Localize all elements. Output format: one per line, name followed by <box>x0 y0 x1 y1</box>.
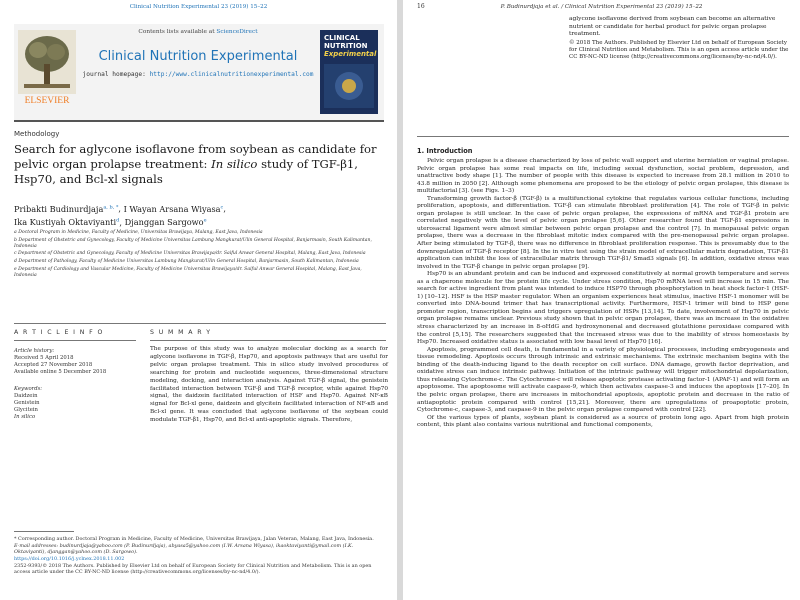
article-info-heading: A R T I C L E I N F O <box>14 329 104 336</box>
available-date: Available online 5 December 2018 <box>14 369 107 375</box>
footnote-divider <box>14 531 74 532</box>
article-history-label: Article history: <box>14 348 55 354</box>
doi-link[interactable]: https://doi.org/10.1016/j.yclnex.2018.11.002 <box>14 555 125 562</box>
title-rest: study of TGF-β1, Hsp70, and Bcl-xl signals <box>14 157 358 186</box>
article-type: Methodology <box>14 130 60 138</box>
keyword: Glycitein <box>14 407 38 413</box>
divider <box>417 136 789 137</box>
journal-cover <box>320 30 378 114</box>
article-info <box>14 348 134 421</box>
affiliation: d Department of Pathology, Faculty of Medicine Universitas Lambung Mangkurat/Ulin General Hospital, Banjarmasin, South Kalimantan, Indonesia <box>14 258 359 264</box>
email-addresses: E-mail addresses: budinurdjaja@yahoo.com (P. Budinurdjaja), abyasa5@yahoo.com (I.W. Arsana Wiyasa), ikaoktaviyanti@ymail.com (I.K. Oktaviyanti), djanggan@yahoo.com (D. Sargowo). <box>14 542 354 556</box>
homepage-label: journal homepage: <box>82 71 146 78</box>
elsevier-tree-icon <box>18 30 76 108</box>
divider <box>150 340 386 341</box>
paragraph: Of the various types of plants, soybean plant is considered as a source of protein long ago. Apart from high protein content, this plant also contains various nutritional and functional components, <box>417 414 789 429</box>
footnotes <box>14 536 386 576</box>
left-page <box>0 0 397 600</box>
affiliation: b Department of Obstetric and Gynecology, Faculty of Medicine Universitas Lambung Mangkurat/Ulin General Hospital, Banjarmasin, South Kalimantan, Indonesia <box>14 237 372 249</box>
keyword: Genistein <box>14 400 40 406</box>
summary-heading: S U M M A R Y <box>150 329 212 336</box>
accepted-date: Accepted 27 November 2018 <box>14 362 93 368</box>
introduction-heading: 1. Introduction <box>417 147 473 155</box>
sciencedirect-link[interactable]: ScienceDirect <box>216 29 258 35</box>
divider <box>14 323 386 324</box>
title-main: Search for aglycone isoflavone from soybean as candidate for pelvic organ prolapse treatment: <box>14 142 377 171</box>
affiliation: e Department of Cardiology and Vascular Medicine, Faculty of Medicine Universitas Brawijaya/dr. Saiful Anwar General Hospital, Malang, East Java, Indonesia <box>14 266 362 278</box>
page-number: 16 <box>417 3 425 10</box>
license-line: 2352-9393/© 2018 The Authors. Published by Elsevier Ltd on behalf of European Society for Clinical Nutrition and Metabolism. This is an open access article under the CC BY-NC-ND license (http://creativecommons.org/licenses/by-nc-nd/4.0/). <box>14 562 372 575</box>
summary-text: The purpose of this study was to analyze molecular docking as a search for aglycone isoflavone in TGF-β, Hsp70, and apoptosis pathways that are useful for pelvic organ prolapse treatment. This in silico study involved procedures of searching for protein and nucleotide sequences, three-dimensional structure modeling, docking, and interaction analysis. Against TGF-β signal, the genistein facilitated interaction between TGF-β and TGF-β receptor, while against Hsp70 signal, the daidzein facilitated interaction of HSF and Hsp70. Against NF-κB signal for Bcl-xl gene, daidzein and glycitein facilitated interaction of NF-κB and Bcl-xl gene. It was concluded that aglycone isoflavone of the soybean could modulate TGF-β1, Hsp70, and Bcl-xl anti-apoptotic signals. Therefore, <box>150 346 388 424</box>
publisher-name: ELSEVIER <box>24 96 70 106</box>
right-page <box>403 0 800 600</box>
keyword: In silico <box>14 414 36 420</box>
title-italic: In silico <box>211 157 258 171</box>
author[interactable]: Ika Kustiyah Oktaviyanti$^d$ <box>14 217 120 228</box>
author[interactable]: Djanggan Sargowo$^e$ <box>124 217 207 228</box>
affiliations <box>14 230 380 280</box>
cover-title: CLINICAL NUTRITION <box>324 34 368 50</box>
paragraph: Pelvic organ prolapse is a disease characterized by loss of pelvic wall support and uterine herniation or vaginal prolapse. Pelvic organ prolapse has some real impacts on life, including sexual dysfunction, social problem, depression, and unattractive body shape [1]. The number of people with this disease is expected to increase from 28.1 million in 2010 to 43.8 million in 2050 [2]. Although some phenomena are proposed to be the etiology of pelvic organ prolapse, this disease is multifactorial [3]. (see Figs. 1–3) <box>417 158 789 195</box>
running-header-right: P. Budinurdjaja et al. / Clinical Nutrition Experimental 23 (2019) 15–22 <box>500 4 703 10</box>
corresponding-author: * Corresponding author. Doctoral Program in Medicine, Faculty of Medicine, Universitas Brawijaya, Jalan Veteran, Malang, East Java, Indonesia. <box>14 536 374 542</box>
affiliation: a Doctoral Program in Medicine, Faculty of Medicine, Universitas Brawijaya, Malang, East Java, Indonesia <box>14 230 263 235</box>
summary-continued: aglycone isoflavone derived from soybean can become an alternative nutrient or candidate for herbal product for pelvic organ prolapse treatment. <box>569 16 776 38</box>
affiliation: c Department of Obstetric and Gynecology, Faculty of Medicine Universitas Brawijaya/dr. Saiful Anwar General Hospital, Malang, East Java, Indonesia <box>14 251 366 257</box>
journal-title: Clinical Nutrition Experimental <box>98 49 298 64</box>
author-list: Pribakti Budinurdjaja$^{a, b, *}$, I Wayan Arsana Wiyasa$^c$, Ika Kustiyah Oktaviyanti$^d$, Djanggan Sargowo$^e$ <box>14 203 226 228</box>
paragraph: Hsp70 is an abundant protein and can be induced and expressed constitutively at normal growth temperature and serves as a chaperone molecule for the protein life cycle. Under stress condition, Hsp70 mRNA level will increase in 15 min. The search for active ingredient from plant was intended to induce HSP70 through phosphorylation in heat shock factor-1 (HSF-1) [10–12]. HSF is the HSP master regulator. When an organism experiences heat stimulus, inactive HSF-1 monomer will be converted into DNA-bound trimer that has transcriptional activity. Furthermore, HSF-1 trimer will bind to HSP gene promoter region, transcription begins and triggers upregulation of HSPs [13,14]. To date, involvement of Hsp70 in pelvic organ prolapse remains unclear. Previous study shown that in pelvic organ prolapse, there was an increase in the oxidative stress characterized by an increase in 8-oHdG and hydroxynonenal and decreased glutathione peroxidase compared with the control [5,15]. The researchers suggested that the increased stress was due to the inability of stress homeostasis by Hsp70. Increased oxidative status is associated with low basal level of Hsp70 [16]. <box>417 271 789 346</box>
keyword: Daidzein <box>14 393 38 399</box>
author[interactable]: I Wayan Arsana Wiyasa$^c$ <box>123 203 224 214</box>
article-title <box>14 142 384 187</box>
keywords-label: Keywords: <box>14 386 43 392</box>
paragraph: Transforming growth factor-β (TGF-β) is a multifunctional cytokine that regulates various cellular functions, including proliferation, apoptosis, and differentiation. TGF-β can stimulate fibroblast proliferation [4]. The role of TGF-β in pelvic organ prolapse is still unclear. In the case of pelvic organ prolapse, the expressions of mRNA and TGF-β1 protein are correlated negatively with the level of pelvic organ prolapse [5,6]. Other researcher found that TGF-β1 expressions in uterosacral ligament were almost similar between pelvic organ prolapse and the control [7]. In menopausal pelvic organ prolapse, there was a decrease in the fibroblast mitotic index compared with the pre-menopausal pelvic organ prolapse. After being stimulated by TGF-β, there was no difference in fibroblast proliferation response. This is presumably due to the downregulation of TGF-β receptor [8]. In the in vitro test using the strain model of extracellular matrix degradation, TGF-β1 application can inhibit the loss of extracellular matrix through TGF-β1/ Smad3 signals [6]. In addition, oxidative stress was involved in the TGF-β change in pelvic organ prolapse [9]. <box>417 195 789 270</box>
elsevier-logo <box>18 30 76 108</box>
running-header-left: Clinical Nutrition Experimental 23 (2019) 15–22 <box>129 4 268 10</box>
cover-subtitle: Experimental <box>324 50 377 58</box>
contents-line <box>82 28 314 37</box>
journal-banner <box>14 24 384 122</box>
paragraph: Apoptosis, programmed cell death, is fundamental in a variety of physiological processes, including embryogenesis and tissue remodeling. Apoptosis occurs through intrinsic and extrinsic mechanisms. The extrinsic mechanism begins with the binding of the death-inducing ligand to the death receptor on cell surface. DNA damage, growth factor deprivation, and oxidative stress can induce intrinsic pathway. Initiation of the intrinsic pathway will trigger mitochondrial depolarization, thus releasing Cytochrome-c. The Cytochrome-c will release apoptotic protease activating factor-1 (APAF-1) and will form an apoptosome. The apoptosome will activate caspase-9, which then activates caspase-3 and induces the apoptosis [17–20]. In the pelvic organ prolapse, there are increases in mitochondrial apoptosis, apoptotic protein and decrease in the ratio of antiapoptotic protein compared with control [15,21]. Moreover, there are upregulations of proapoptotic protein, Cytochrome-c, caspase-3, and caspase-9 in the pelvic organ prolapse compared with control [22]. <box>417 346 789 414</box>
journal-info <box>82 28 314 79</box>
homepage-link[interactable]: http://www.clinicalnutritionexperimental.com <box>149 71 314 78</box>
introduction-body <box>417 158 789 430</box>
divider <box>14 340 136 341</box>
cover-graphic-icon <box>324 64 374 108</box>
journal-homepage <box>82 71 314 79</box>
author[interactable]: Pribakti Budinurdjaja$^{a, b, *}$ <box>14 203 119 214</box>
contents-prefix: Contents lists available at <box>138 29 215 35</box>
received-date: Received 5 April 2018 <box>14 355 74 361</box>
copyright-notice: © 2018 The Authors. Published by Elsevier Ltd on behalf of European Society for Clinical Nutrition and Metabolism. This is an open access article under the CC BY-NC-ND license (http://creativecommons.org/licenses/by-nc-nd/4.0/). <box>569 40 789 61</box>
